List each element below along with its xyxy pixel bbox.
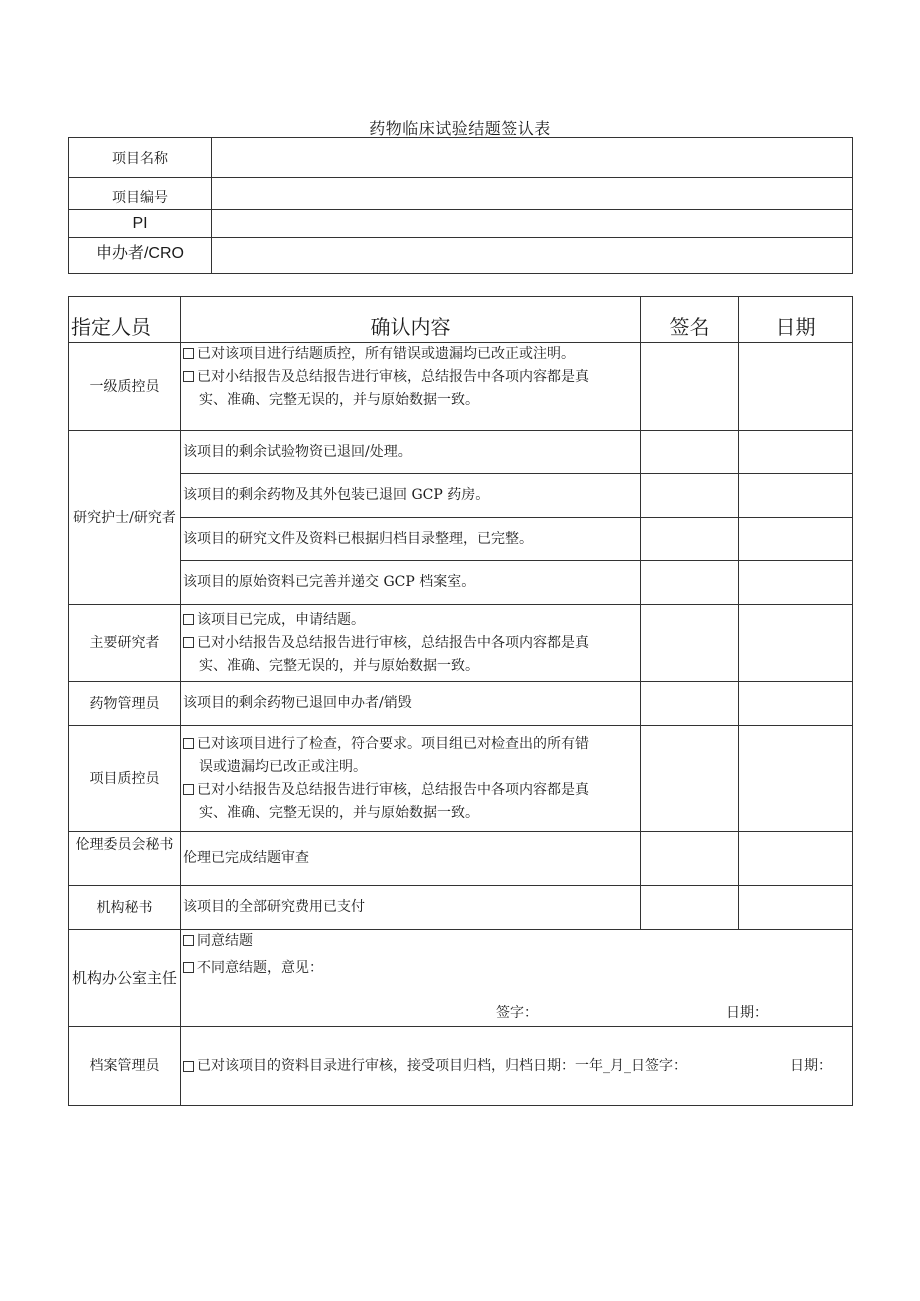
date-cell[interactable] (739, 832, 853, 886)
date-cell[interactable] (739, 605, 853, 682)
project-name-field[interactable] (212, 138, 853, 178)
signature-cell[interactable] (641, 474, 739, 518)
signoff-table (68, 296, 853, 1106)
role-ethics: 伦理委员会秘书 (69, 832, 181, 886)
date-cell[interactable] (739, 518, 853, 561)
table-row (69, 343, 853, 431)
table-row (69, 886, 853, 930)
project-number-field[interactable] (212, 178, 853, 210)
sign-label: 签字： (496, 1005, 538, 1021)
role-nurse: 研究护士/研究者 (69, 431, 181, 605)
checkbox[interactable] (183, 637, 194, 648)
signature-cell[interactable] (641, 431, 739, 474)
role-pi: 主要研究者 (69, 605, 181, 682)
date-cell[interactable] (739, 886, 853, 930)
checkbox[interactable] (183, 348, 194, 359)
content-qc1: 已对该项目进行结题质控，所有错误或遗漏均已改正或注明。 已对小结报告及总结报告进行审核，总结报告中各项内容都是真 实、准确、完整无误的，并与原始数据一致。 (181, 343, 641, 431)
signature-cell[interactable] (641, 726, 739, 832)
signature-cell[interactable] (641, 886, 739, 930)
project-number-label: 项目编号 (69, 178, 212, 210)
project-name-label: 项目名称 (69, 138, 212, 178)
date-cell[interactable] (739, 561, 853, 605)
content-pqc: 已对该项目进行了检查，符合要求。项目组已对检查出的所有错 误或遗漏均已改正或注明。 已对小结报告及总结报告进行审核，总结报告中各项内容都是真 实、准确、完整无误的，并与原始数据一致。 (181, 726, 641, 832)
signature-cell[interactable] (641, 832, 739, 886)
content-nurse-3: 该项目的研究文件及资料已根据归档目录整理，已完整。 (181, 518, 641, 561)
date-cell[interactable] (739, 682, 853, 726)
table-row (69, 682, 853, 726)
form-title: 药物临床试验结题签认表 (369, 119, 551, 138)
content-drug: 该项目的剩余药物已退回申办者/销毁 (181, 682, 641, 726)
header-date: 日期 (739, 297, 853, 343)
header-role: 指定人员 (69, 297, 181, 343)
table-row (69, 832, 853, 886)
header-content: 确认内容 (181, 297, 641, 343)
date-cell[interactable] (739, 726, 853, 832)
date-cell[interactable] (739, 431, 853, 474)
pi-label: PI (69, 210, 212, 238)
content-ethics: 伦理已完成结题审查 (181, 832, 641, 886)
table-row (69, 930, 853, 1027)
role-pqc: 项目质控员 (69, 726, 181, 832)
table-row (69, 561, 853, 605)
pi-field[interactable] (212, 210, 853, 238)
director-sign-line (183, 1002, 852, 1025)
table-row (69, 431, 853, 474)
role-director: 机构办公室主任 (69, 930, 181, 1027)
content-nurse-4: 该项目的原始资料已完善并递交 GCP 档案室。 (181, 561, 641, 605)
header-row (69, 297, 853, 343)
content-director: 同意结题 不同意结题，意见： 签字： 日期： (181, 930, 853, 1027)
table-row (69, 726, 853, 832)
sponsor-cro-field[interactable] (212, 238, 853, 274)
role-drug: 药物管理员 (69, 682, 181, 726)
role-qc1: 一级质控员 (69, 343, 181, 431)
checkbox[interactable] (183, 784, 194, 795)
checkbox[interactable] (183, 935, 194, 946)
checkbox[interactable] (183, 1061, 194, 1072)
project-info-table (68, 137, 853, 274)
role-secretary: 机构秘书 (69, 886, 181, 930)
signature-cell[interactable] (641, 343, 739, 431)
table-row (69, 518, 853, 561)
date-cell[interactable] (739, 343, 853, 431)
checkbox[interactable] (183, 614, 194, 625)
signature-cell[interactable] (641, 605, 739, 682)
table-row (69, 605, 853, 682)
content-nurse-1: 该项目的剩余试验物资已退回/处理。 (181, 431, 641, 474)
content-pi: 该项目已完成，申请结题。 已对小结报告及总结报告进行审核，总结报告中各项内容都是真 实、准确、完整无误的，并与原始数据一致。 (181, 605, 641, 682)
header-signature: 签名 (641, 297, 739, 343)
table-row (69, 1027, 853, 1106)
role-archive: 档案管理员 (69, 1027, 181, 1106)
content-archive: 已对该项目的资料目录进行审核，接受项目归档，归档日期：一年_月_日签字： 日期： (181, 1027, 853, 1106)
checkbox[interactable] (183, 962, 194, 973)
date-cell[interactable] (739, 474, 853, 518)
date-label: 日期： (726, 1005, 768, 1021)
signature-cell[interactable] (641, 561, 739, 605)
checkbox[interactable] (183, 738, 194, 749)
signature-cell[interactable] (641, 682, 739, 726)
checkbox[interactable] (183, 371, 194, 382)
sponsor-cro-label: 申办者/CRO (69, 238, 212, 274)
signature-cell[interactable] (641, 518, 739, 561)
content-secretary: 该项目的全部研究费用已支付 (181, 886, 641, 930)
archive-date-label: 日期： (790, 1057, 832, 1074)
content-nurse-2: 该项目的剩余药物及其外包装已退回 GCP 药房。 (181, 474, 641, 518)
table-row (69, 474, 853, 518)
